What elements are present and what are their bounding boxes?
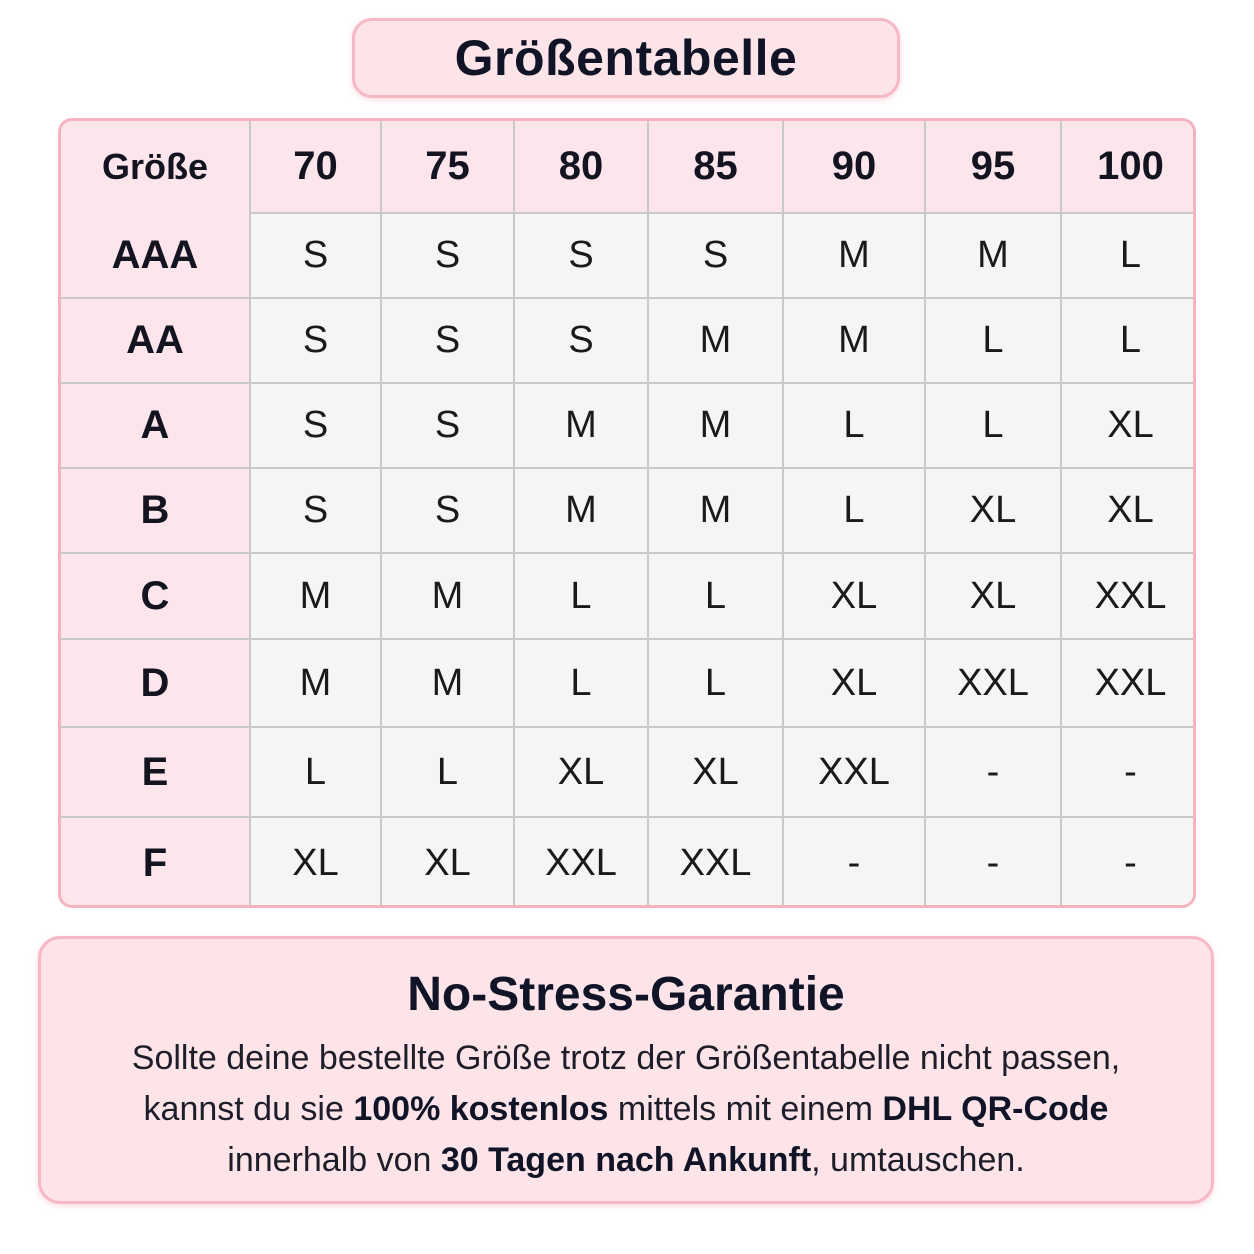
size-cell: M (925, 213, 1061, 298)
cup-size-label: B (61, 468, 250, 553)
size-cell: XXL (514, 817, 648, 908)
size-cell: - (925, 817, 1061, 908)
band-size-header: 90 (783, 121, 925, 213)
page-title: Größentabelle (352, 18, 900, 98)
size-cell: XL (381, 817, 514, 908)
band-size-header: 85 (648, 121, 783, 213)
size-cell: S (648, 213, 783, 298)
size-cell: M (381, 639, 514, 727)
size-cell: L (514, 639, 648, 727)
guarantee-days-highlight: 30 Tagen nach Ankunft (440, 1141, 812, 1179)
band-size-header: 70 (250, 121, 381, 213)
size-chart (58, 118, 1196, 908)
size-cell: L (250, 727, 381, 817)
table-row (61, 817, 1196, 908)
size-cell: L (925, 298, 1061, 383)
guarantee-text (41, 1033, 1211, 1186)
size-cell: S (381, 213, 514, 298)
size-cell: XXL (1061, 553, 1196, 639)
size-cell: M (648, 383, 783, 468)
size-cell: S (250, 383, 381, 468)
size-cell: L (1061, 298, 1196, 383)
size-cell: XXL (783, 727, 925, 817)
size-cell: M (648, 468, 783, 553)
size-cell: M (783, 298, 925, 383)
size-cell: XL (1061, 383, 1196, 468)
size-cell: XL (250, 817, 381, 908)
size-cell: XL (783, 553, 925, 639)
guarantee-line2-pre: kannst du sie (143, 1090, 354, 1128)
size-cell: S (250, 213, 381, 298)
guarantee-line3-pre: innerhalb von (227, 1141, 441, 1179)
guarantee-dhl-highlight: DHL QR-Code (882, 1090, 1109, 1128)
table-row (61, 298, 1196, 383)
size-cell: XL (925, 553, 1061, 639)
size-cell: L (1061, 213, 1196, 298)
size-cell: L (925, 383, 1061, 468)
table-row (61, 383, 1196, 468)
table-row (61, 213, 1196, 298)
corner-label: Größe (61, 121, 250, 213)
table-row (61, 468, 1196, 553)
size-cell: S (514, 213, 648, 298)
size-cell: M (381, 553, 514, 639)
size-cell: L (381, 727, 514, 817)
size-cell: L (648, 553, 783, 639)
size-cell: XL (783, 639, 925, 727)
guarantee-free-highlight: 100% kostenlos (353, 1090, 609, 1128)
cup-size-label: F (61, 817, 250, 908)
size-cell: S (514, 298, 648, 383)
size-cell: M (514, 468, 648, 553)
guarantee-heading: No-Stress-Garantie (407, 968, 845, 1021)
band-size-header: 75 (381, 121, 514, 213)
size-cell: L (783, 468, 925, 553)
guarantee-box (38, 936, 1214, 1204)
size-cell: S (381, 298, 514, 383)
size-cell: L (783, 383, 925, 468)
cup-size-label: A (61, 383, 250, 468)
size-cell: - (783, 817, 925, 908)
cup-size-label: E (61, 727, 250, 817)
guarantee-line2-mid: mittels mit einem (608, 1090, 883, 1128)
size-cell: XXL (1061, 639, 1196, 727)
table-row (61, 639, 1196, 727)
table-row (61, 727, 1196, 817)
size-cell: XL (514, 727, 648, 817)
size-table (61, 121, 1196, 908)
band-size-header: 80 (514, 121, 648, 213)
size-cell: S (381, 383, 514, 468)
size-cell: - (1061, 727, 1196, 817)
table-row (61, 553, 1196, 639)
size-cell: S (381, 468, 514, 553)
size-cell: XL (925, 468, 1061, 553)
cup-size-label: AA (61, 298, 250, 383)
band-size-header: 95 (925, 121, 1061, 213)
size-cell: L (514, 553, 648, 639)
size-cell: M (250, 553, 381, 639)
size-cell: M (514, 383, 648, 468)
guarantee-line3-post: , umtauschen. (811, 1141, 1025, 1179)
cup-size-label: D (61, 639, 250, 727)
cup-size-label: C (61, 553, 250, 639)
guarantee-line1: Sollte deine bestellte Größe trotz der Größentabelle nicht passen, (131, 1039, 1121, 1077)
header-row (61, 121, 1196, 213)
size-cell: S (250, 298, 381, 383)
size-cell: L (648, 639, 783, 727)
size-cell: - (925, 727, 1061, 817)
size-cell: M (648, 298, 783, 383)
size-cell: M (250, 639, 381, 727)
size-cell: S (250, 468, 381, 553)
cup-size-label: AAA (61, 213, 250, 298)
size-cell: XXL (648, 817, 783, 908)
size-cell: - (1061, 817, 1196, 908)
size-cell: XL (648, 727, 783, 817)
size-cell: XL (1061, 468, 1196, 553)
band-size-header: 100 (1061, 121, 1196, 213)
size-cell: M (783, 213, 925, 298)
size-cell: XXL (925, 639, 1061, 727)
